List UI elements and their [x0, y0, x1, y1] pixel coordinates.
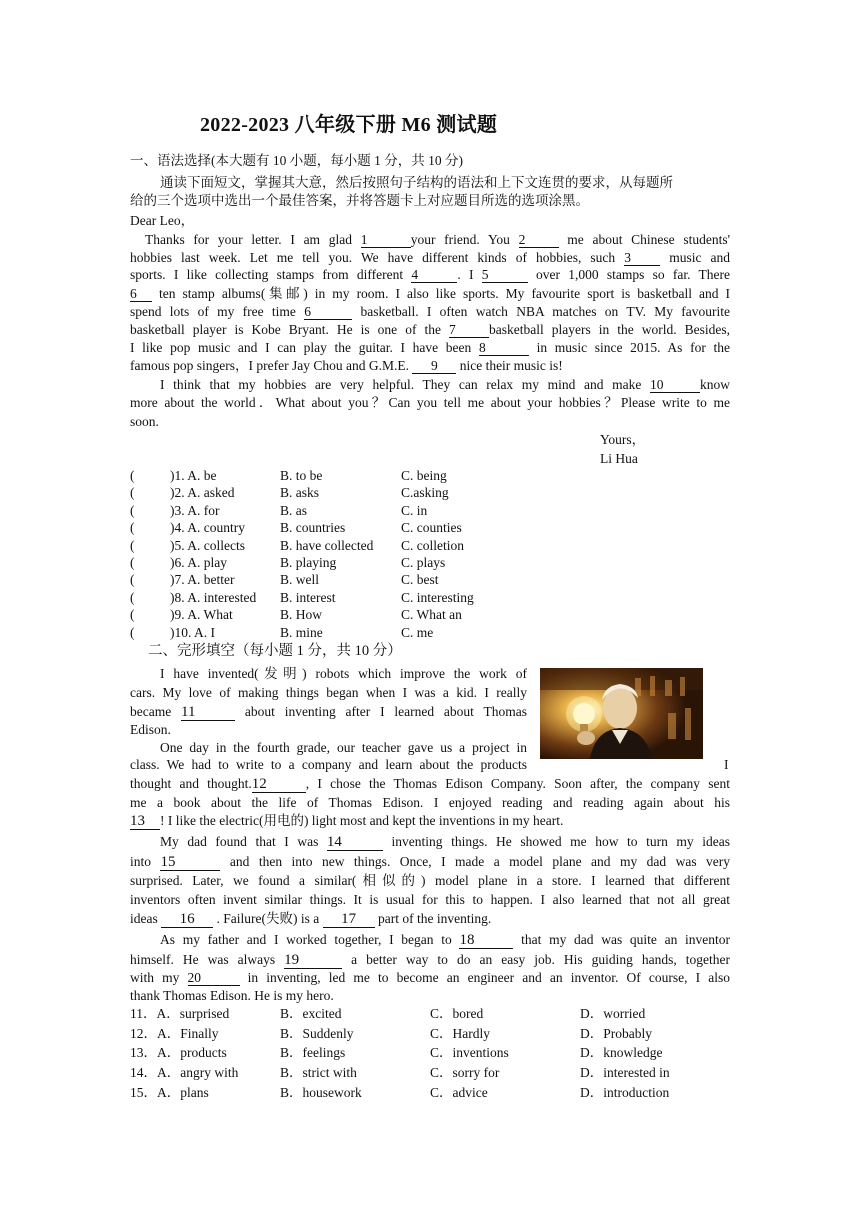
letter-line: hobbies last week. Let me tell you. We have different kinds of hobbies, such 3 music and [130, 250, 731, 265]
passage-line: thank Thomas Edison. He is my hero. [130, 988, 334, 1003]
section1-options [130, 467, 730, 641]
passage-line: One day in the fourth grade, our teacher gave us a project in [160, 740, 527, 755]
blank-5: 5 [482, 267, 528, 283]
letter-line: soon. [130, 414, 159, 429]
passage-line: I [724, 757, 729, 772]
passage-line: class. We had to write to a company and learn about the products [130, 757, 527, 772]
letter-signature: Li Hua [600, 451, 638, 466]
blank-17: 17 [323, 912, 375, 928]
option-row: ( )3. A. for B. as C. in [130, 502, 428, 518]
blank-18: 18 [459, 933, 513, 949]
passage-line: became 11 about inventing after I learned about Thomas [130, 704, 528, 720]
option-row: ( )9. A. What B. How C. What an [130, 607, 462, 623]
blank-3: 3 [624, 250, 660, 266]
option-row: 15．A．plans B．housework C．advice D．introduction [130, 1084, 670, 1100]
blank-6: 6 [304, 304, 352, 320]
letter-line: more about the world．What about you？Can you tell me about your hobbies？Please write to me [130, 395, 730, 410]
passage-line: My dad found that I was 14 inventing things. He showed me how to turn my ideas [160, 834, 730, 850]
letter-line: Thanks for your letter. I am glad 1 your friend. You 2 me about Chinese students' [145, 232, 731, 247]
option-row: ( )5. A. collects B. have collected C. colletion [130, 537, 464, 553]
letter-line: I think that my hobbies are very helpful. They can relax my mind and make 10 know [160, 377, 730, 392]
option-row: ( )1. A. be B. to be C. being [130, 468, 447, 483]
passage-line: into 15 and then into new things. Once, I made a model plane and my dad was very [130, 854, 731, 870]
blank-6-outer: 6 [130, 286, 152, 302]
passage-line: with my 20 in inventing, led me to become an engineer and an inventor. Of course, I also [130, 970, 731, 985]
blank-9: 9 [412, 358, 456, 374]
edison-photo [540, 668, 703, 759]
option-row: 14．A．angry with B．strict with C．sorry for D．interested in [130, 1065, 670, 1081]
passage-line: Edison. [130, 722, 171, 737]
edison-illustration [540, 668, 703, 759]
letter-line: famous pop singers，I prefer Jay Chou and G.M.E. 9 nice their music is! [130, 358, 563, 373]
blank-4: 4 [411, 267, 457, 283]
blank-14: 14 [327, 835, 383, 851]
blank-8: 8 [479, 340, 529, 356]
option-row: 12．A．Finally B．Suddenly C．Hardly D．Probably [130, 1025, 652, 1041]
blank-2: 2 [519, 232, 559, 248]
option-row: ( )10. A. I B. mine C. me [130, 624, 434, 640]
letter-line: sports. I like collecting stamps from different 4 . I 5 over 1,000 stamps so far. There [130, 267, 731, 282]
blank-20: 20 [188, 970, 240, 986]
blank-13: 13 [130, 814, 160, 830]
passage-line: 13 ! I like the electric(用电的) light most and kept the inventions in my heart. [130, 813, 564, 829]
letter-closing: Yours， [600, 432, 646, 447]
passage-line: ideas 16 . Failure(失败) is a 17 part of the inventing. [130, 911, 492, 927]
page-title: 2022-2023 八年级下册 M6 测试题 [200, 114, 498, 136]
passage-line: surprised. Later, we found a similar(相似的) model plane in a store. I learned that different [130, 873, 730, 888]
blank-16: 16 [161, 912, 213, 928]
letter-line: basketball player is Kobe Bryant. He is one of the 7 basketball players in the world. Besides, [130, 322, 730, 337]
section1-instruction-line2: 给的三个选项中选出一个最佳答案，并将答题卡上对应题目所选的选项涂黑。 [130, 193, 589, 208]
blank-1: 1 [361, 232, 411, 248]
passage-line: himself. He was always 19 a better way to do an easy job. His guiding hands, together [130, 952, 730, 968]
section1-heading: 一、语法选择(本大题有 10 小题，每小题 1 分，共 10 分) [130, 153, 463, 168]
letter-greeting: Dear Leo， [130, 213, 195, 228]
passage-line: inventors often invent similar things. It is usual for this to happen. I also learned that not all great [130, 892, 730, 907]
letter-line: spend lots of my free time 6 basketball. I often watch NBA matches on TV. My favourite [130, 304, 731, 319]
section2-options [130, 1004, 730, 1102]
option-row: 13．A．products B．feelings C．inventions D．knowledge [130, 1045, 663, 1061]
section2-heading: 二、完形填空（每小题 1 分，共 10 分） [148, 643, 402, 659]
blank-10: 10 [650, 377, 700, 393]
section1-instruction-line1: 通读下面短文，掌握其大意，然后按照句子结构的语法和上下文连贯的要求，从每题所 [160, 175, 673, 190]
option-row: ( )7. A. better B. well C. best [130, 572, 439, 588]
letter-line: I like pop music and I can play the guitar. I have been 8 in music since 2015. As for the [130, 340, 731, 355]
blank-7: 7 [449, 322, 489, 338]
passage-line: me a book about the life of Thomas Edison. I enjoyed reading and reading again about his [130, 795, 730, 810]
option-row: ( )2. A. asked B. asks C.asking [130, 485, 449, 501]
passage-line: thought and thought.12 , I chose the Thomas Edison Company. Soon after, the company sent [130, 776, 730, 792]
passage-line: I have invented(发明) robots which improve the work of [160, 666, 527, 681]
option-row: ( )8. A. interested B. interest C. interesting [130, 589, 474, 605]
option-row: ( )6. A. play B. playing C. plays [130, 554, 446, 570]
letter-line: 6 ten stamp albums(集邮) in my room. I also like sports. My favourite sport is basketball and I [130, 286, 731, 301]
passage-line: cars. My love of making things began when I was a kid. I really [130, 685, 527, 700]
blank-15: 15 [160, 855, 220, 871]
blank-11: 11 [181, 705, 235, 721]
blank-12: 12 [252, 777, 306, 793]
blank-19: 19 [284, 953, 342, 969]
option-row: ( )4. A. country B. countries C. counties [130, 520, 462, 536]
passage-line: As my father and I worked together, I began to 18 that my dad was quite an inventor [160, 932, 731, 948]
option-row: 11．A．surprised B．excited C．bored D．worried [130, 1006, 646, 1021]
